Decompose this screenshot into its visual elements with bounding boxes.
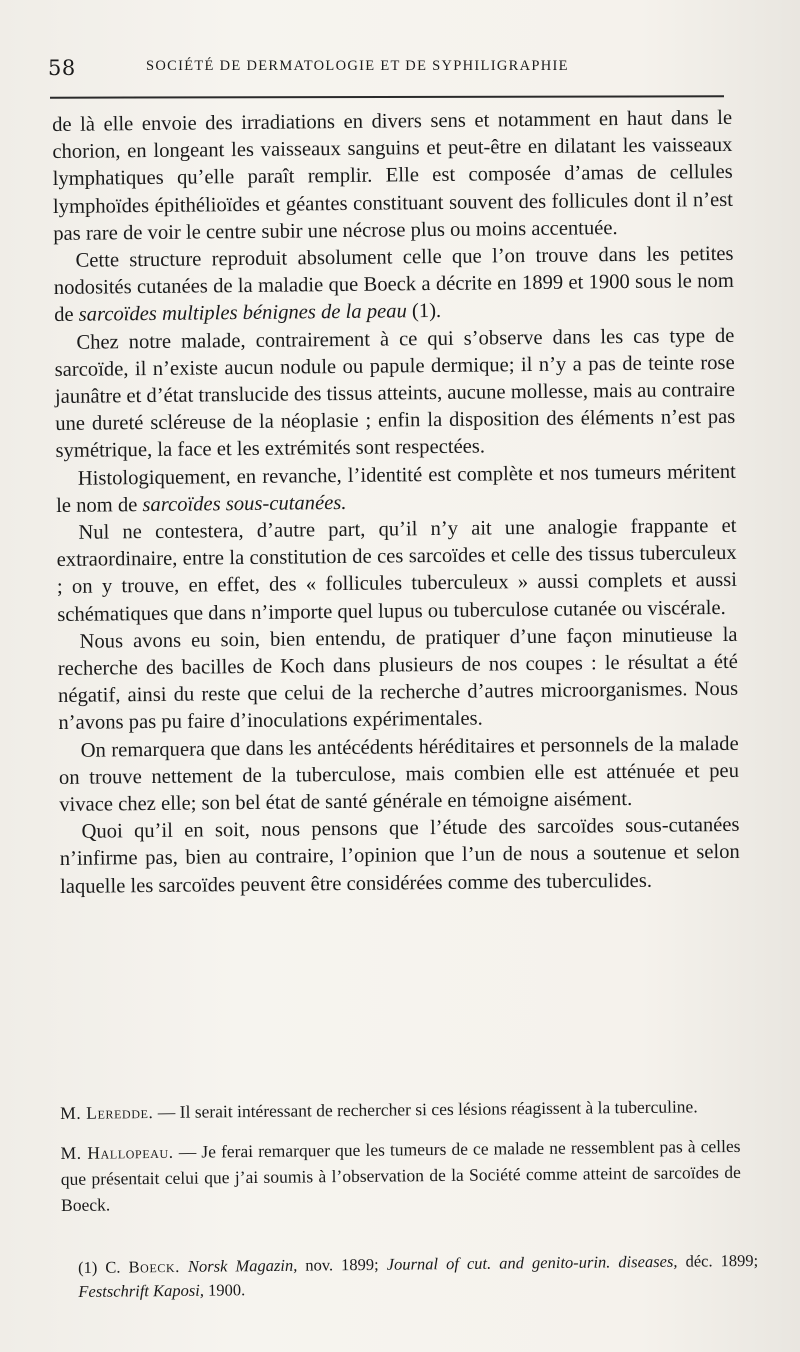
header-rule <box>50 95 724 98</box>
paragraph-2-text-b: (1). <box>406 300 442 323</box>
paragraph-8: Quoi qu’il en soit, nous pensons que l’étude des sarcoïdes sous-cutanées n’infirme pas, bien au contraire, l’opinion que l’un de nous a soutenue et selon laquelle les sarcoïdes peuvent être considérées comme des tuberculides. <box>59 814 740 898</box>
discussion-text: — Je ferai remarquer que les tumeurs de ce malade ne ressemblent pas à celles que présentait celui que j’ai soumis à l’observation de la Société comme atteint de sarcoïdes de Boeck. <box>60 1135 741 1215</box>
paragraph-5: Nul ne contestera, d’autre part, qu’il n’y ait une analogie frappante et extraordinaire, entre la constitution de ces sarcoïdes et celle des tissus tuberculeux ; on y trouve, en effet, des « follicules tuberculeux » aussi complets et aussi schématiques que dans n’importe quel lupus ou tuberculose cutanée ou viscérale. <box>56 514 738 626</box>
footnote <box>78 1249 758 1304</box>
discussion-entry-hallopeau <box>60 1133 741 1218</box>
discussion-entry-leredde <box>60 1093 740 1126</box>
paragraph-4-italic: sarcoïdes sous-cutanées. <box>142 491 347 516</box>
paragraph-7: On remarquera que dans les antécédents héréditaires et personnels de la malade on trouve nettement de la tuberculose, mais combien elle est atténuée et peu vivace chez elle; son bel état de santé générale en témoigne aisément. <box>58 732 740 817</box>
footnote-journal-1: Norsk Magazin, <box>187 1255 298 1276</box>
footnote-date-3: 1900. <box>203 1280 246 1300</box>
running-title: SOCIÉTÉ DE DERMATOLOGIE ET DE SYPHILIGRAPHIE <box>146 58 569 74</box>
paragraph-3: Chez notre malade, contrairement à ce qui s’observe dans les cas type de sarcoïde, il n’existe aucun nodule ou papule dermique; il n’y a pas de teinte rose jaunâtre et d’état translucide des tissus atteints, aucune mollesse, mais au contraire une dureté scléreuse de la néoplasie ; enfin la disposition des éléments n’est pas symétrique, la face et les extrémités sont respectées. <box>54 324 736 463</box>
footnote-journal-2: Journal of cut. and genito-urin. diseases, <box>386 1251 678 1274</box>
footnote-author: Boeck. <box>128 1256 181 1277</box>
footnote-journal-3: Festschrift Kaposi, <box>78 1280 205 1301</box>
paragraph-1: de là elle envoie des irradiations en divers sens et notamment en haut dans le chorion, en longeant les vaisseaux sanguins et peut-être en dilatant les vaisseaux lymphatiques qu’elle paraît remplir. Elle est composée d’amas de cellules lymphoïdes épithélioïdes et géantes constituant souvent des follicules dont il n’est pas rare de voir le centre subir une nécrose plus ou moins accentuée. <box>52 106 734 245</box>
discussion-text: — Il serait intéressant de rechercher si ces lésions réagissent à la tuberculine. <box>153 1096 698 1123</box>
speaker-name: M. Hallopeau. <box>60 1141 174 1163</box>
footnote-date-1: nov. 1899; <box>297 1254 387 1275</box>
paragraph-4-text-a: Histologiquement, en revanche, l’identité est complète et nos tumeurs méritent le nom de <box>56 460 736 517</box>
paragraph-2-text-a: Cette structure reproduit absolument celle que l’on trouve dans les petites nodosités cutanées de la maladie que Boeck a décrite en 1899 et 1900 sous le nom de <box>53 242 734 327</box>
discussion <box>60 1093 741 1232</box>
paragraph-6: Nous avons eu soin, bien entendu, de pratiquer d’une façon minutieuse la recherche des bacilles de Koch dans plusieurs de nos coupes : le résultat a été négatif, ainsi du reste que celui de la recherche d’autres microorganismes. Nous n’avons pas pu faire d’inoculations expérimentales. <box>57 623 739 735</box>
paragraph-2-italic: sarcoïdes multiples bénignes de la peau <box>78 300 407 327</box>
page-number: 58 <box>48 56 76 80</box>
paragraph-4 <box>56 459 737 521</box>
page-header <box>48 50 728 90</box>
body-text <box>52 105 740 901</box>
paragraph-2 <box>53 241 734 330</box>
speaker-name: M. Leredde. <box>60 1102 154 1123</box>
footnote-date-2: déc. 1899; <box>677 1250 759 1271</box>
footnote-marker: (1) C. <box>78 1257 129 1277</box>
